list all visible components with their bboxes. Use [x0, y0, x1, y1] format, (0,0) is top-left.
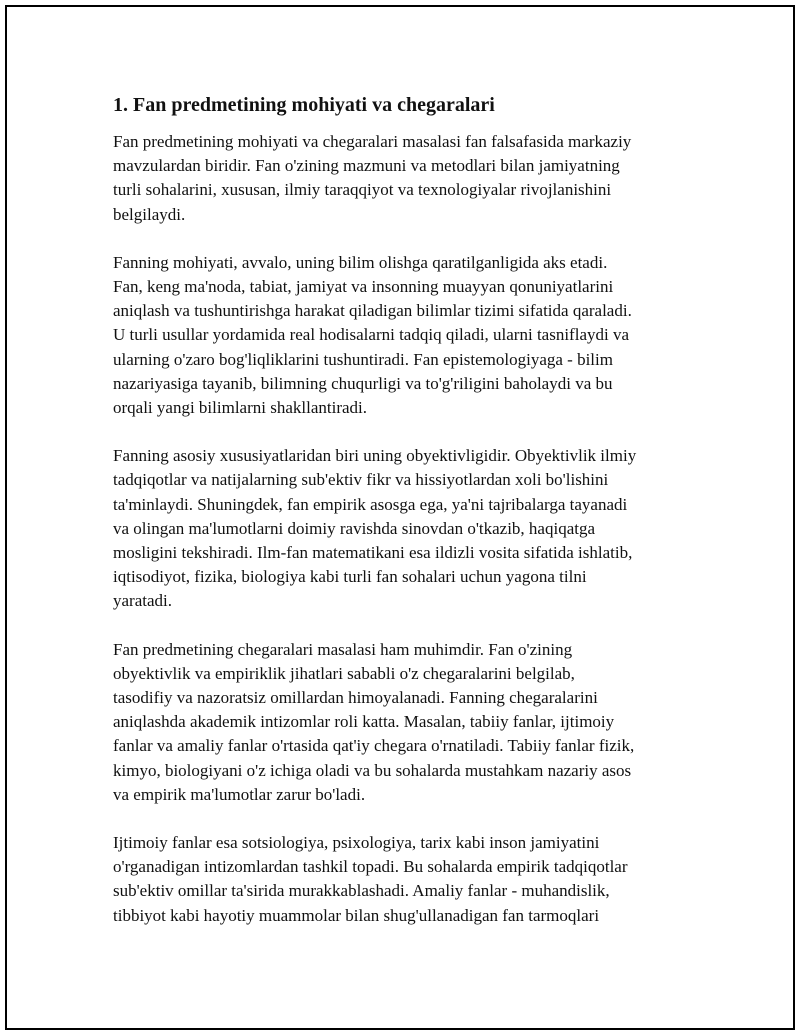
paragraph-1: Fan predmetining mohiyati va chegaralari masalasi fan falsafasida markaziy mavzulardan biridir. Fan o'zining mazmuni va metodlari bilan jamiyatning turli sohalarini, xususan, ilmiy taraqqiyot va texnologiyalar rivojlanishini belgilaydi. — [113, 132, 632, 224]
paragraph-3: Fanning asosiy xususiyatlaridan biri uning obyektivligidir. Obyektivlik ilmiy tadqiqotlar va natijalarning sub'ektiv fikr va hissiyotlardan xoli bo'lishini ta'minlaydi. Shuningdek, fan empirik asosga ega, ya'ni tajribalarga tayanadi va olingan ma'lumotlarni doimiy ravishda sinovdan o'tkazib, haqiqatga mosligini tekshiradi. Ilm-fan matematikani esa ildizli vosita sifatida ishlatib, iqtisodiyot, fizika, biologiya kabi turli fan sohalari uchun yagona tilni yaratadi. — [113, 446, 637, 611]
document-body — [113, 92, 693, 952]
paragraph-2: Fanning mohiyati, avvalo, uning bilim olishga qaratilganligida aks etadi. Fan, keng ma'noda, tabiat, jamiyat va insonning muayyan qonuniyatlarini aniqlash va tushuntirishga harakat qiladigan bilimlar tizimi sifatida qaraladi. U turli usullar yordamida real hodisalarni tadqiq qiladi, ularni tasniflaydi va ularning o'zaro bog'liqliklarini tushuntiradi. Fan epistemologiyaga - bilim nazariyasiga tayanib, bilimning chuqurligi va to'g'riligini baholaydi va bu orqali yangi bilimlarni shakllantiradi. — [113, 252, 632, 418]
paragraph-5: Ijtimoiy fanlar esa sotsiologiya, psixologiya, tarix kabi inson jamiyatini o'rganadigan intizomlardan tashkil topadi. Bu sohalarda empirik tadqiqotlar sub'ektiv omillar ta'sirida murakkablashadi. Amaliy fanlar - muhandislik, tibbiyot kabi hayotiy muammolar bilan shug'ullanadigan fan tarmoqlari — [113, 833, 628, 925]
section-heading: 1. Fan predmetining mohiyati va chegaralari — [113, 94, 495, 116]
paragraph-4: Fan predmetining chegaralari masalasi ham muhimdir. Fan o'zining obyektivlik va empiriklik jihatlari sababli o'z chegaralarini belgilab, tasodifiy va nazoratsiz omillardan himoyalanadi. Fanning chegaralarini aniqlashda akademik intizomlar roli katta. Masalan, tabiiy fanlar, ijtimoiy fanlar va amaliy fanlar o'rtasida qat'iy chegara o'rnatiladi. Tabiiy fanlar fizik, kimyo, biologiyani o'z ichiga oladi va bu sohalarda mustahkam nazariy asos va empirik ma'lumotlar zarur bo'ladi. — [113, 639, 635, 804]
